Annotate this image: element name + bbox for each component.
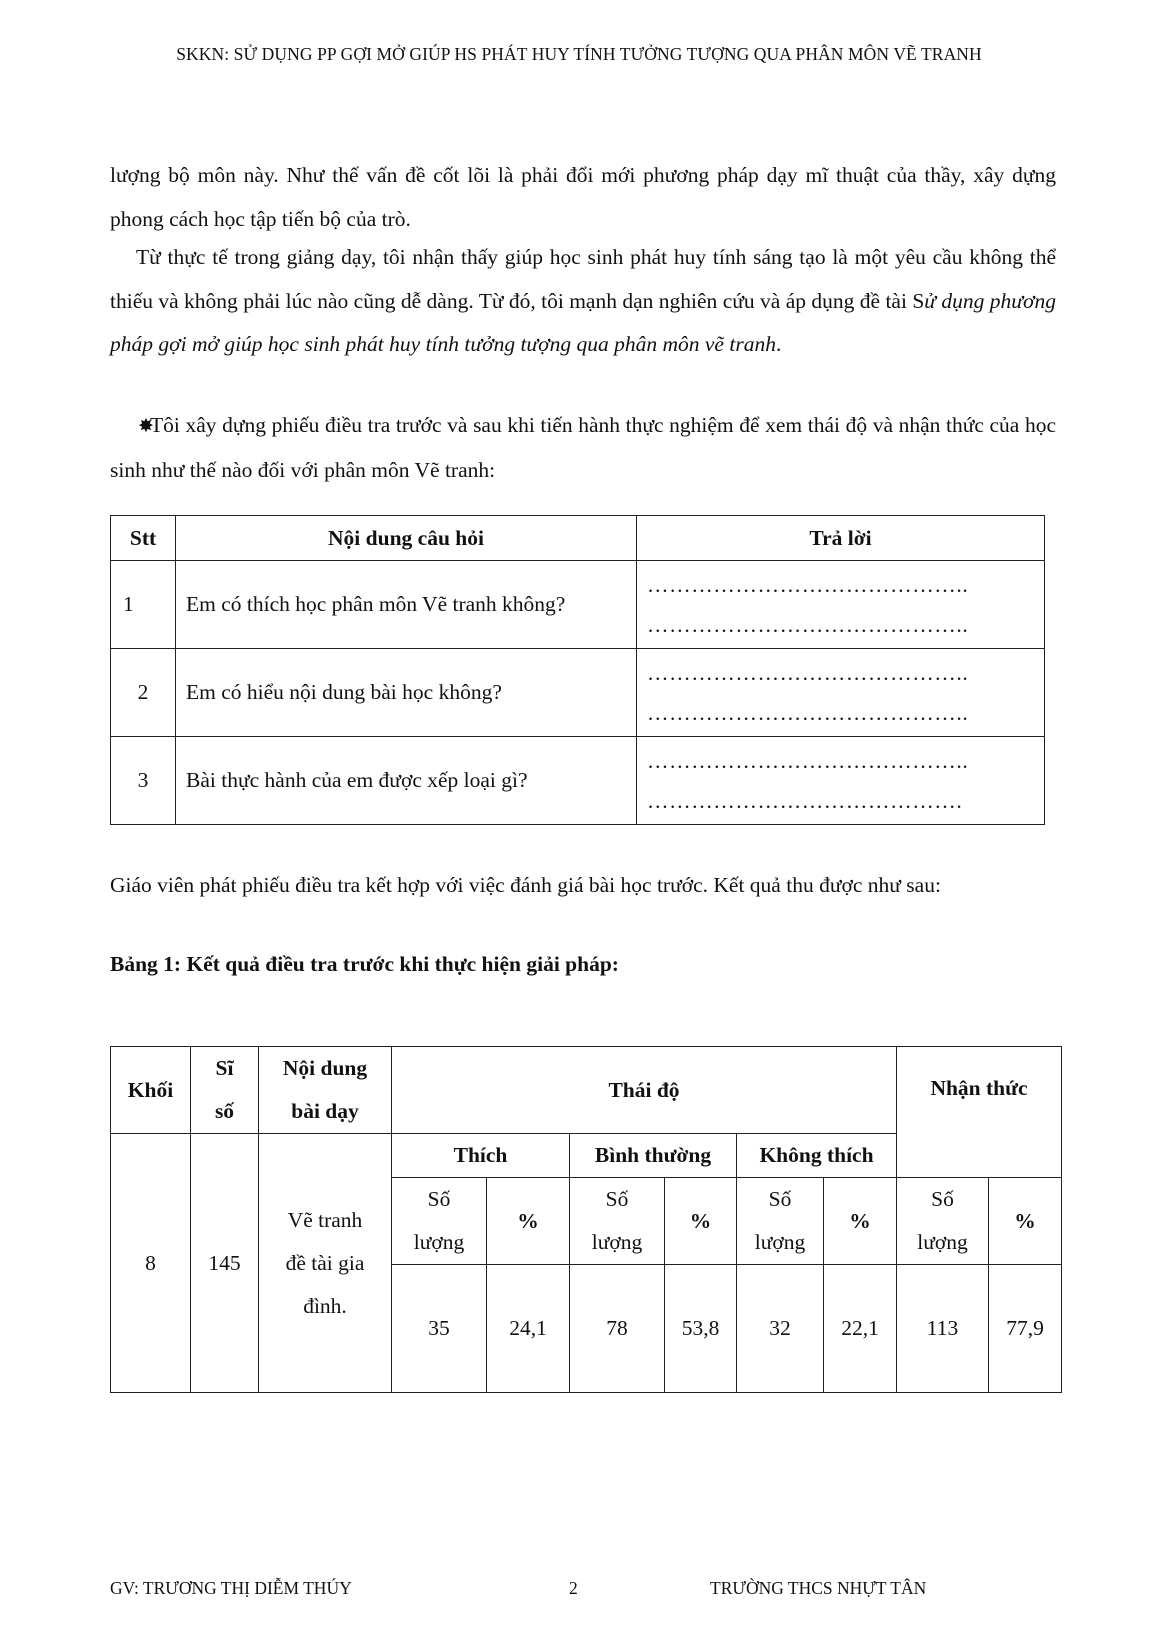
survey-row-2 — [111, 649, 1045, 737]
answer-line: …………………………………….. — [647, 700, 969, 725]
so-line: lượng — [754, 1230, 806, 1254]
results-table — [110, 1046, 1062, 1393]
header-so-luong — [392, 1178, 487, 1265]
cell-binh-thuong-sl: 78 — [570, 1265, 665, 1393]
cell-nhan-thuc-sl: 113 — [897, 1265, 989, 1393]
cell-khong-thich-sl: 32 — [737, 1265, 824, 1393]
cell-thich-sl: 35 — [392, 1265, 487, 1393]
so-line: Số — [427, 1187, 451, 1211]
footer-school: TRƯỜNG THCS NHỰT TÂN — [710, 1578, 927, 1598]
survey-question: Em có hiểu nội dung bài học không? — [176, 649, 637, 737]
header-percent: % — [824, 1178, 897, 1265]
survey-answer — [637, 649, 1045, 737]
footer-page-number: 2 — [569, 1578, 578, 1598]
so-line: Số — [605, 1187, 629, 1211]
star-bullet-icon: ✸ — [138, 416, 154, 437]
cell-noi-dung — [259, 1134, 392, 1393]
paragraph-2-text: Từ thực tế trong giảng dạy, tôi nhận thấy giúp học sinh phát huy tính sáng tạo là một yêu cầu không thể thiếu và không phải lúc nào cũng dễ dàng. Từ đó, tôi mạnh dạn nghiên cứu và áp dụng đề tài S — [110, 245, 1056, 313]
header-noi-dung-line: Nội dung — [282, 1056, 368, 1080]
paragraph-2-italic-title: ử dụng phương pháp gợi mở giúp học sinh phát huy tính tưởng tượng qua phân môn vẽ tranh — [110, 288, 1056, 356]
cell-khoi: 8 — [111, 1134, 191, 1393]
footer-teacher: GV: TRƯƠNG THỊ DIỄM THÚY — [110, 1578, 352, 1598]
survey-header-row — [111, 516, 1045, 561]
survey-row-3 — [111, 737, 1045, 825]
cell-si-so: 145 — [191, 1134, 259, 1393]
header-nhan-thuc: Nhận thức — [897, 1047, 1062, 1178]
answer-line: ……………………………………. — [647, 788, 963, 813]
cell-noi-dung-line: đề tài gia — [285, 1250, 365, 1275]
survey-row-1 — [111, 561, 1045, 649]
results-header-row-1 — [111, 1047, 1062, 1134]
survey-stt: 3 — [111, 737, 176, 825]
paragraph-1: lượng bộ môn này. Như thế vấn đề cốt lõi là phải đổi mới phương pháp dạy mĩ thuật của thầy, xây dựng phong cách học tập tiến bộ của trò. — [110, 163, 1056, 231]
answer-line: …………………………………….. — [647, 572, 969, 597]
paragraph-4: Giáo viên phát phiếu điều tra kết hợp với việc đánh giá bài học trước. Kết quả thu được như sau: — [110, 873, 941, 897]
paragraph-2 — [110, 236, 1056, 367]
so-line: lượng — [591, 1230, 643, 1254]
header-percent: % — [989, 1178, 1062, 1265]
header-thai-do: Thái độ — [392, 1047, 897, 1134]
header-binh-thuong: Bình thường — [570, 1134, 737, 1178]
table-caption: Bảng 1: Kết quả điều tra trước khi thực hiện giải pháp: — [110, 952, 619, 976]
so-line: lượng — [413, 1230, 465, 1254]
header-khoi: Khối — [111, 1047, 191, 1134]
header-so-luong — [570, 1178, 665, 1265]
survey-table — [110, 515, 1045, 825]
cell-binh-thuong-pct: 53,8 — [665, 1265, 737, 1393]
cell-khong-thich-pct: 22,1 — [824, 1265, 897, 1393]
cell-noi-dung-line: đình. — [303, 1293, 347, 1318]
survey-answer — [637, 737, 1045, 825]
header-noi-dung-line: bài dạy — [291, 1099, 359, 1123]
survey-header-question: Nội dung câu hỏi — [176, 516, 637, 561]
header-so-luong — [897, 1178, 989, 1265]
header-si-so-line: Sĩ — [215, 1056, 234, 1080]
answer-line: …………………………………….. — [647, 748, 969, 773]
paragraph-2-end: . — [775, 332, 782, 356]
page-header: SKKN: SỬ DỤNG PP GỢI MỞ GIÚP HS PHÁT HUY TÍNH TƯỞNG TƯỢNG QUA PHÂN MÔN VẼ TRANH — [176, 44, 982, 64]
so-line: lượng — [917, 1230, 968, 1254]
header-percent: % — [487, 1178, 570, 1265]
paragraph-3 — [110, 404, 1056, 492]
survey-header-answer: Trả lời — [637, 516, 1045, 561]
header-si-so-line: số — [214, 1099, 235, 1123]
cell-noi-dung-line: Vẽ tranh — [287, 1207, 363, 1232]
header-noi-dung — [259, 1047, 392, 1134]
header-percent: % — [665, 1178, 737, 1265]
cell-nhan-thuc-pct: 77,9 — [989, 1265, 1062, 1393]
header-si-so — [191, 1047, 259, 1134]
header-khong-thich: Không thích — [737, 1134, 897, 1178]
answer-line: …………………………………….. — [647, 660, 969, 685]
survey-header-stt: Stt — [111, 516, 176, 561]
survey-answer — [637, 561, 1045, 649]
so-line: Số — [768, 1187, 792, 1211]
survey-stt: 1 — [111, 561, 176, 649]
header-thich: Thích — [392, 1134, 570, 1178]
survey-question: Bài thực hành của em được xếp loại gì? — [176, 737, 637, 825]
survey-stt: 2 — [111, 649, 176, 737]
paragraph-3-text: Tôi xây dựng phiếu điều tra trước và sau khi tiến hành thực nghiệm để xem thái độ và nhận thức của học sinh như thế nào đối với phân môn Vẽ tranh: — [110, 413, 1056, 482]
answer-line: …………………………………….. — [647, 612, 969, 637]
survey-question: Em có thích học phân môn Vẽ tranh không? — [176, 561, 637, 649]
cell-thich-pct: 24,1 — [487, 1265, 570, 1393]
so-line: Số — [931, 1187, 954, 1211]
header-so-luong — [737, 1178, 824, 1265]
